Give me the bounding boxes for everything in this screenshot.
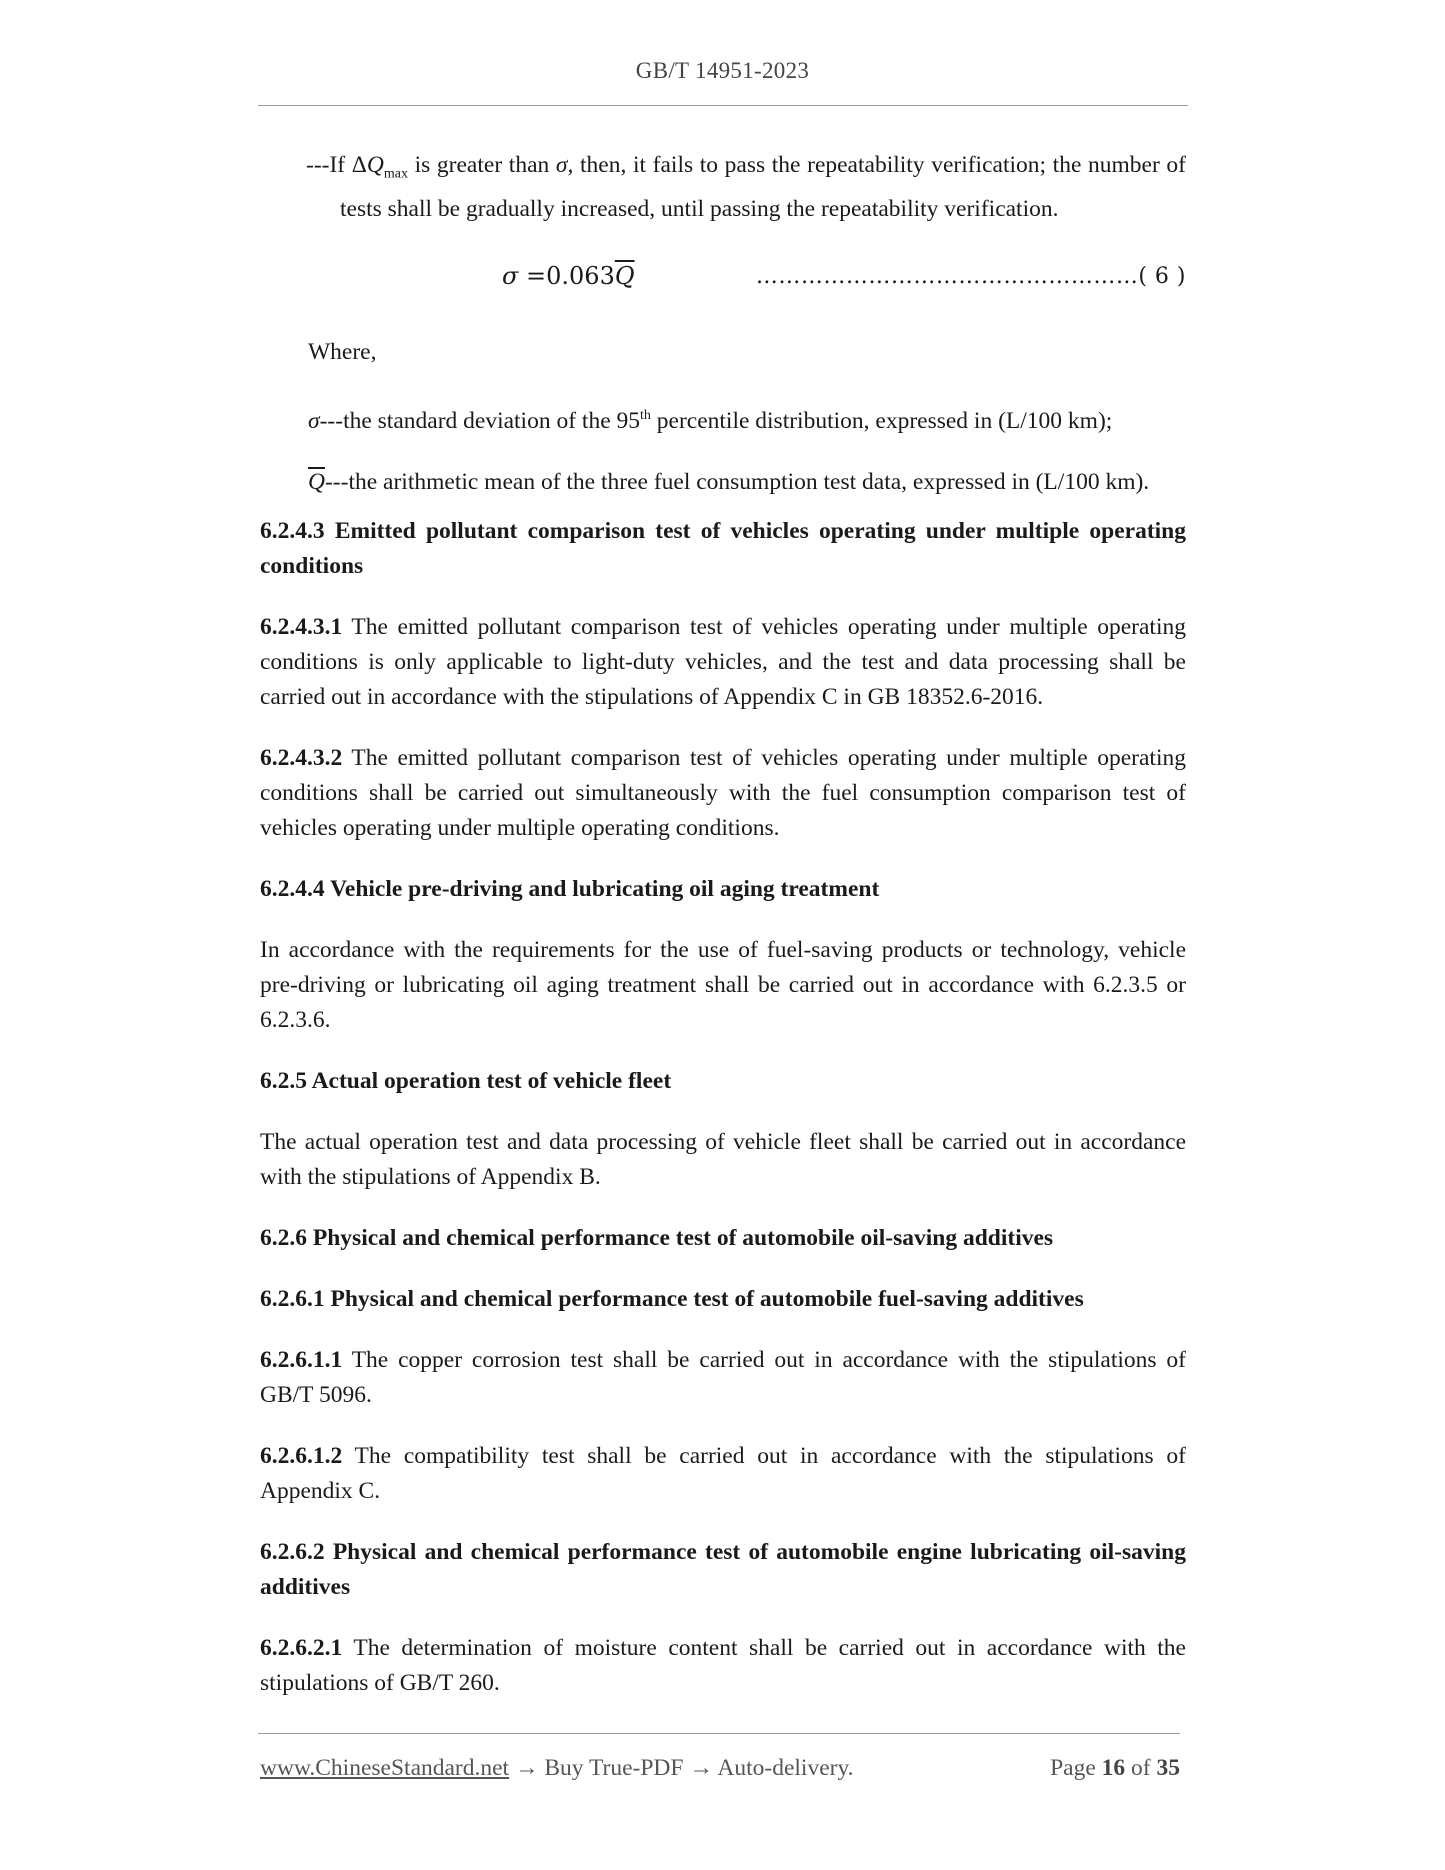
clause-6-2-4-3-2	[260, 741, 1186, 846]
superscript: th	[640, 407, 651, 423]
page-indicator	[1050, 1755, 1180, 1782]
max-subscript: max	[383, 166, 408, 182]
clause-6-2-4-3-1	[260, 610, 1186, 715]
clause-number: 6.2.6.2.1	[260, 1634, 343, 1661]
header-rule	[258, 105, 1188, 106]
clause-6-2-4-4-text: In accordance with the requirements for the use of fuel-saving products or technology, vehicle pre-driving or lubricating oil aging treatment shall be carried out in accordance with 6.2.3.5 or 6.2.3.6.	[260, 936, 1186, 1033]
bullet-text: is greater than	[407, 152, 556, 178]
clause-text: The compatibility test shall be carried out in accordance with the stipulations of Appendix C.	[260, 1442, 1186, 1504]
heading-6-2-4-4: 6.2.4.4 Vehicle pre-driving and lubricating oil aging treatment	[260, 875, 880, 902]
clause-6-2-6-1-2	[260, 1439, 1186, 1509]
of-label: of	[1125, 1755, 1157, 1781]
clause-6-2-6-2-1	[260, 1631, 1186, 1701]
footer-rule	[258, 1733, 1180, 1734]
clause-text: The emitted pollutant comparison test of vehicles operating under multiple operating conditions is only applicable to light-duty vehicles, and the test and data processing shall be carried out in accordance with the stipulations of Appendix C in GB 18352.6-2016.	[260, 613, 1186, 710]
heading-6-2-4-3: 6.2.4.3 Emitted pollutant comparison test of vehicles operating under multiple operating conditions	[260, 517, 1186, 579]
clause-6-2-5-text: The actual operation test and data processing of vehicle fleet shall be carried out in accordance with the stipulations of Appendix B.	[260, 1128, 1186, 1190]
page-header: GB/T 14951-2023	[635, 58, 810, 83]
equation-q-mean: $\overline{Q}$	[614, 261, 635, 290]
page-number: 16	[1101, 1755, 1126, 1781]
definition-text: ---the arithmetic mean of the three fuel consumption test data, expressed in (L/100 km).	[324, 468, 1150, 495]
footer-promo: → Buy True-PDF → Auto-delivery.	[509, 1755, 854, 1781]
sigma-symbol: σ	[308, 407, 320, 434]
page-total: 35	[1156, 1755, 1180, 1781]
footer-left	[260, 1755, 854, 1782]
heading-6-2-5: 6.2.5 Actual operation test of vehicle fleet	[260, 1067, 672, 1094]
equation-6	[260, 253, 1186, 303]
heading-6-2-6-2: 6.2.6.2 Physical and chemical performance test of automobile engine lubricating oil-saving additives	[260, 1538, 1186, 1600]
heading-6-2-6: 6.2.6 Physical and chemical performance test of automobile oil-saving additives	[260, 1224, 1054, 1251]
clause-number: 6.2.4.3.2	[260, 744, 343, 771]
where-label: Where,	[308, 338, 377, 365]
repeatability-bullet	[306, 148, 1186, 227]
clause-number: 6.2.6.1.1	[260, 1346, 343, 1373]
definition-text: ---the standard deviation of the 95	[319, 407, 640, 434]
clause-6-2-6-1-1	[260, 1343, 1186, 1413]
website-link[interactable]: www.ChineseStandard.net	[260, 1755, 510, 1781]
equation-formula	[502, 259, 635, 294]
clause-number: 6.2.4.3.1	[260, 613, 343, 640]
bullet-text: , then, it fails to pass the repeatability verification; the number of tests shall be gradually increased, until passing the repeatability verification.	[340, 152, 1187, 222]
sigma-definition	[308, 398, 1186, 439]
clause-number: 6.2.6.1.2	[260, 1442, 343, 1469]
sigma-symbol: σ	[555, 152, 568, 178]
page-content	[260, 148, 1186, 1701]
clause-text: The determination of moisture content shall be carried out in accordance with the stipulations of GB/T 260.	[260, 1634, 1186, 1696]
definition-text: percentile distribution, expressed in (L/100 km);	[650, 407, 1113, 434]
q-definition	[308, 465, 1186, 500]
equation-sigma: σ	[502, 261, 519, 290]
heading-6-2-6-1: 6.2.6.1 Physical and chemical performance test of automobile fuel-saving additives	[260, 1285, 1084, 1312]
equation-coefficient: =0.063	[518, 261, 615, 290]
bullet-text: ---If Δ	[306, 152, 367, 178]
clause-text: The emitted pollutant comparison test of vehicles operating under multiple operating conditions shall be carried out simultaneously with the fuel consumption comparison test of vehicles operating under multiple operating conditions.	[260, 744, 1186, 841]
q-symbol: Q	[366, 152, 384, 178]
equation-number: ……………………………………………( 6 )	[755, 263, 1186, 289]
page-label: Page	[1050, 1755, 1102, 1781]
clause-text: The copper corrosion test shall be carried out in accordance with the stipulations of GB/T 5096.	[260, 1346, 1186, 1408]
q-mean-symbol: $\overline{Q}$	[308, 468, 325, 495]
